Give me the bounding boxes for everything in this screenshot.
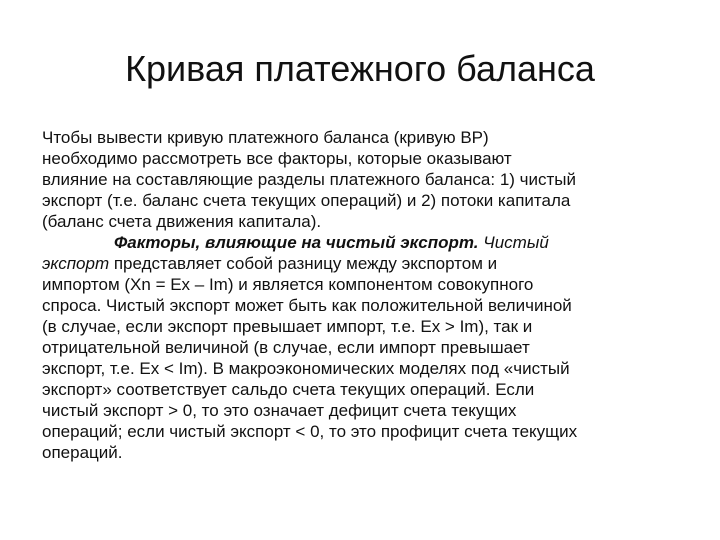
paragraph-net-exports	[42, 232, 684, 463]
text-line: (в случае, если экспорт превышает импорт, т.е. Ex > Im), так и	[42, 317, 533, 336]
text-line: отрицательной величиной (в случае, если импорт превышает	[42, 338, 530, 357]
text-line: необходимо рассмотреть все факторы, которые оказывают	[42, 149, 512, 168]
text-line: экспорт» соответствует сальдо счета текущих операций. Если	[42, 380, 535, 399]
paragraph-heading-line	[42, 232, 684, 253]
text-line: Чтобы вывести кривую платежного баланса (кривую BP)	[42, 128, 489, 147]
text-line: (баланс счета движения капитала).	[42, 212, 322, 231]
section-heading: Факторы, влияющие на чистый экспорт.	[114, 233, 479, 252]
text-line: экспорт, т.е. Ex < Im). В макроэкономических моделях под «чистый	[42, 359, 570, 378]
text-line	[42, 253, 684, 274]
text-line: импортом (Xn = Ex – Im) и является компонентом совокупного	[42, 275, 534, 294]
text-line: экспорт (т.е. баланс счета текущих операций) и 2) потоки капитала	[42, 191, 571, 210]
slide-title: Кривая платежного баланса	[125, 48, 595, 89]
paragraph-intro	[42, 127, 684, 232]
term-italic: экспорт	[42, 254, 110, 273]
text-fragment: представляет собой разницу между экспортом и	[109, 254, 498, 273]
text-line: влияние на составляющие разделы платежного баланса: 1) чистый	[42, 170, 577, 189]
text-line: спроса. Чистый экспорт может быть как положительной величиной	[42, 296, 572, 315]
slide-body	[42, 127, 684, 463]
text-line: операций; если чистый экспорт < 0, то это профицит счета текущих	[42, 422, 578, 441]
text-line: операций.	[42, 443, 123, 462]
term-italic: Чистый	[478, 233, 549, 252]
text-line: чистый экспорт > 0, то это означает дефицит счета текущих	[42, 401, 517, 420]
